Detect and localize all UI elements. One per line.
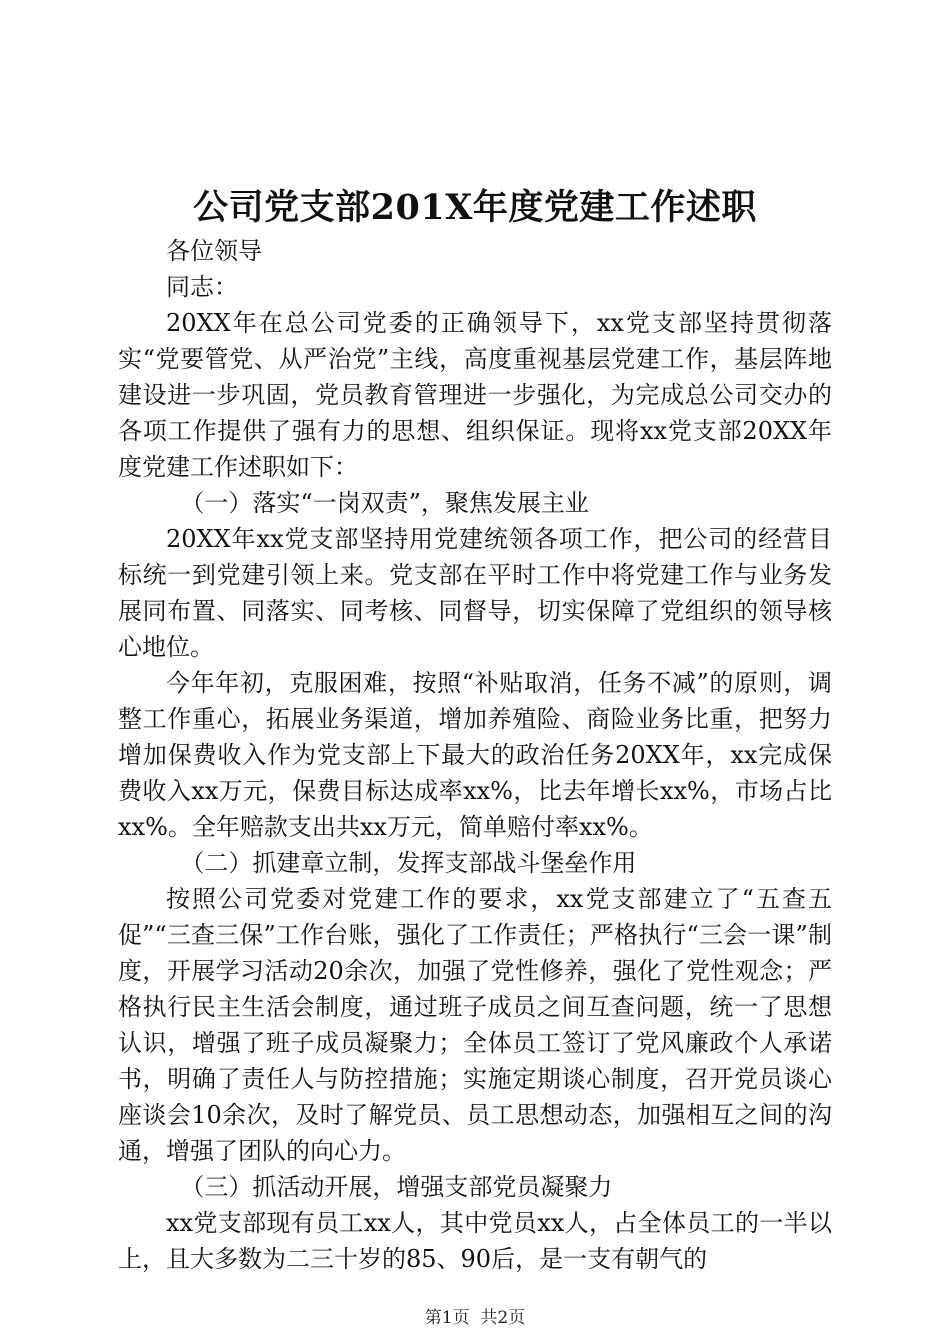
salutation-comrades: 同志： bbox=[166, 273, 238, 301]
document-title: 公司党支部201X年度党建工作述职 bbox=[193, 187, 757, 228]
page-number-label: 第1页 共2页 bbox=[424, 1308, 526, 1328]
section-heading-2: （二）抓建章立制，发挥支部战斗堡垒作用 bbox=[180, 849, 637, 877]
paragraph-section-1b: 今年年初，克服困难，按照“补贴取消，任务不减”的原则，调整工作重心，拓展业务渠道，增加养殖险、商险业务比重，把努力增加保费收入作为党支部上下最大的政治任务20XX年，xx完成保费收入xx万元，保费目标达成率xx%，比去年增长xx%，市场占比xx%。全年赔款支出共xx万元，简单赔付率xx%。 bbox=[118, 669, 832, 841]
document-body bbox=[118, 233, 832, 1277]
page-footer bbox=[0, 1306, 950, 1330]
section-heading-1: （一）落实“一岗双责”，聚焦发展主业 bbox=[180, 489, 589, 517]
paragraph-section-2: 按照公司党委对党建工作的要求，xx党支部建立了“五查五促”“三查三保”工作台账，强化了工作责任；严格执行“三会一课”制度，开展学习活动20余次，加强了党性修养，强化了党性观念；严格执行民主生活会制度，通过班子成员之间互查问题，统一了思想认识，增强了班子成员凝聚力；全体员工签订了党风廉政个人承诺书，明确了责任人与防控措施；实施定期谈心制度，召开党员谈心座谈会10余次，及时了解党员、员工思想动态，加强相互之间的沟通，增强了团队的向心力。 bbox=[118, 885, 832, 1165]
paragraph-intro: 20XX年在总公司党委的正确领导下，xx党支部坚持贯彻落实“党要管党、从严治党”主线，高度重视基层党建工作，基层阵地建设进一步巩固，党员教育管理进一步强化，为完成总公司交办的各项工作提供了强有力的思想、组织保证。现将xx党支部20XX年度党建工作述职如下： bbox=[118, 309, 832, 481]
section-heading-3: （三）抓活动开展，增强支部党员凝聚力 bbox=[180, 1173, 613, 1201]
paragraph-section-3: xx党支部现有员工xx人，其中党员xx人，占全体员工的一半以上，且大多数为二三十岁的85、90后，是一支有朝气的 bbox=[118, 1209, 832, 1273]
salutation-leaders: 各位领导 bbox=[166, 237, 262, 265]
paragraph-section-1a: 20XX年xx党支部坚持用党建统领各项工作，把公司的经营目标统一到党建引领上来。党支部在平时工作中将党建工作与业务发展同布置、同落实、同考核、同督导，切实保障了党组织的领导核心地位。 bbox=[118, 525, 832, 661]
